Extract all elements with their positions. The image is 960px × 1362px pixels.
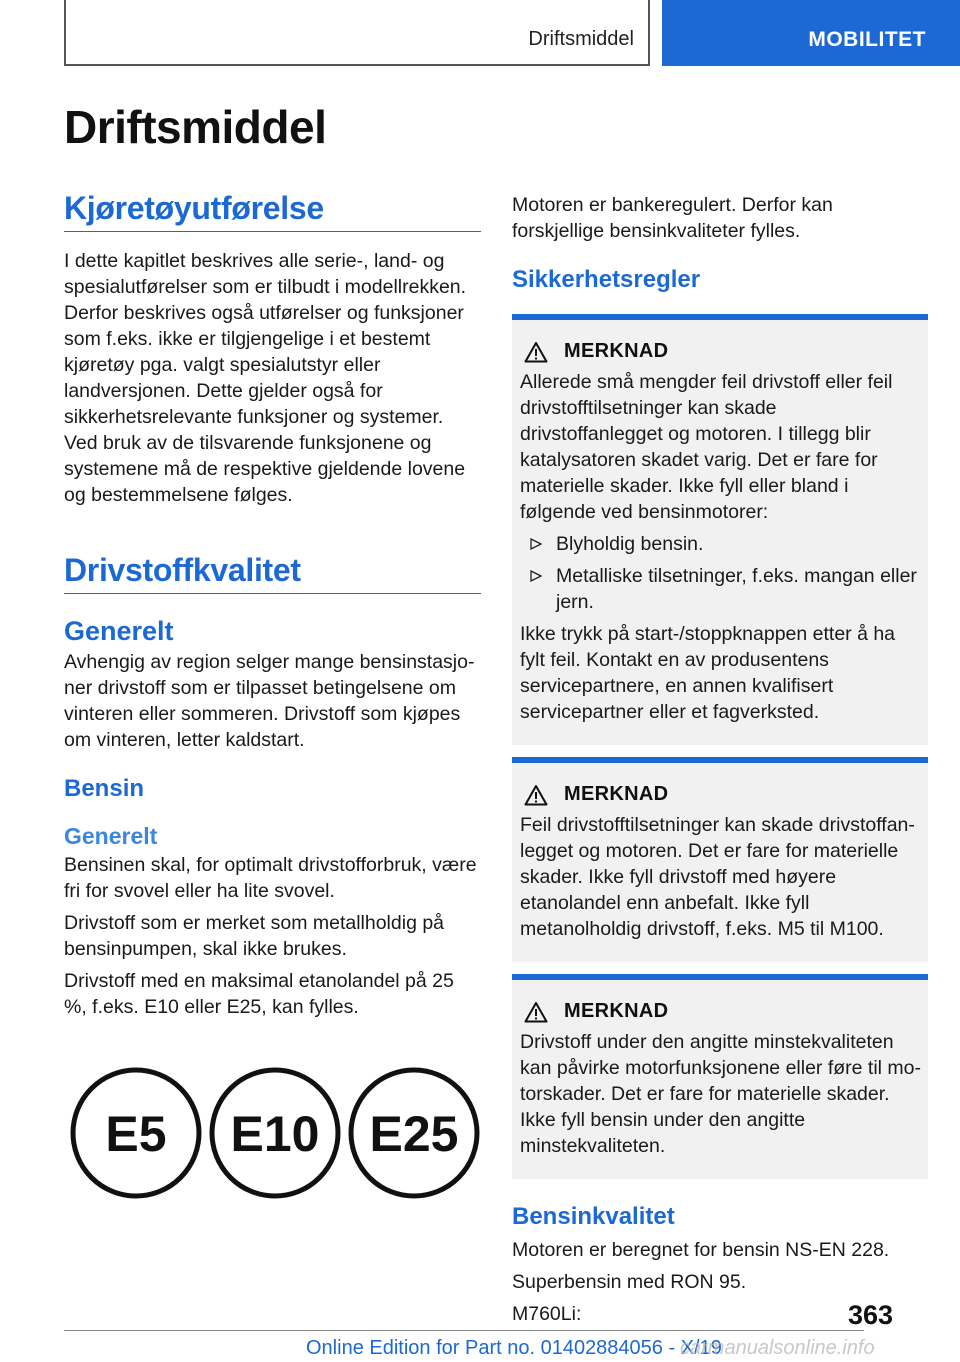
heading-vehicle-version: Kjøretøyutførelse [64,190,481,232]
ethanol-badges-figure [70,1063,480,1203]
warning-triangle-icon [524,1001,548,1023]
notice-3-title: MERKNAD [564,1000,669,1022]
warning-triangle-icon [524,341,548,363]
notice-1-text-2: Ikke trykk på start-/stoppknappen etter å ha fylt feil. Kontakt en av produsentens servicepartnere, en annen kvalifisert servicepartner eller et fagverksted. [520,623,896,723]
triangle-bullet-icon [530,570,542,582]
badge-e10-label: E10 [230,1106,320,1162]
page-title: Driftsmiddel [64,101,327,153]
triangle-bullet-icon [530,538,542,550]
paragraph-petrol-sulphur: Bensinen skal, for optimalt drivstofforbruk, være fri for svovel eller ha lite svovel. [64,854,477,902]
paragraph-petrol-metal: Drivstoff som er merket som metallholdig på bensinpumpen, skal ikke brukes. [64,912,445,960]
badge-e5-label: E5 [105,1106,167,1162]
header-chapter-label: MOBILITET [808,28,926,51]
badge-e25-label: E25 [369,1106,459,1162]
notice-box-1 [512,314,928,745]
notice-box-3 [512,974,928,1179]
notice-2-title: MERKNAD [564,783,669,805]
watermark: carmanualsonline.info [680,1337,875,1359]
footer-edition: Online Edition for Part no. 01402884056 - X/19 [306,1337,722,1359]
heading-fuel-quality: Drivstoffkvalitet [64,552,481,594]
notice-1-list [520,531,922,615]
heading-general: Generelt [64,616,174,646]
notice-3-text: Drivstoff under den angitte minstekvaliteten kan påvirke motorfunksjonene eller føre til motorskader. Det er fare for materielle skader. Ikke fyll bensin under den angitte minstekvaliteten. [520,1031,922,1157]
header-section-label: Driftsmiddel [528,28,634,50]
warning-triangle-icon [524,784,548,806]
heading-safety-rules: Sikkerhetsregler [512,266,701,293]
paragraph-quality-ron: Superbensin med RON 95. [512,1271,747,1293]
header-chapter-tab [662,0,960,66]
list-item: Blyholdig bensin. [520,531,922,557]
heading-general-petrol: Generelt [64,823,158,849]
heading-petrol: Bensin [64,775,145,802]
paragraph-vehicle-version: I dette kapitlet beskrives alle serie-, land- og spesialutførelser som er tilbudt i modellrekken. Derfor beskrives også utførelser og funksjoner som f.eks. ikke er tilgjengelige i et bestemt kjøretøy pga. valgt spesialutstyr eller landversjonen. Dette gjelder også for sikkerhetsrelevante funksjoner og systemer. Ved bruk av de tilsvarende funksjonene og systemene må de respektive gjeldende lovene og bestemmelsene følges. [64,250,467,506]
page-number: 363 [848,1300,894,1330]
notice-box-2 [512,757,928,962]
heading-petrol-quality: Bensinkvalitet [512,1203,675,1230]
badge-e25 [351,1070,477,1196]
paragraph-petrol-ethanol: Drivstoff med en maksimal etanolandel på 25 %, f.eks. E10 eller E25, kan fylles. [64,970,454,1018]
notice-1-title: MERKNAD [564,340,669,362]
paragraph-knock-control: Motoren er bankeregulert. Derfor kan forskjellige bensinkvaliteter fylles. [512,194,833,242]
paragraph-quality-model: M760Li: [512,1303,582,1325]
list-item: Metalliske tilsetninger, f.eks. mangan eller jern. [520,563,922,615]
badge-e10 [212,1070,338,1196]
paragraph-general: Avhengig av region selger mange bensinstasjoner drivstoff som er tilpasset betingelsene om vinteren eller sommeren. Drivstoff som kjøpes om vinteren, letter kaldstart. [64,651,475,751]
left-column [64,190,481,1020]
notice-1-text: Allerede små mengder feil drivstoff eller feil drivstofftilsetninger kan skade drivstoffanlegget og motoren. I tillegg blir katalysatoren skadet varig. Det er fare for materielle skader. Ikke fyll eller bland i følgende ved bensinmotorer: [520,371,893,523]
header-section-tab [64,0,650,66]
right-column [512,192,928,1327]
paragraph-quality-standard: Motoren er beregnet for bensin NS-EN 228. [512,1239,890,1261]
badge-e5 [73,1070,199,1196]
notice-2-text: Feil drivstofftilsetninger kan skade drivstoffanlegget og motoren. Det er fare for materielle skader. Ikke fyll drivstoff med høyere etanolandel enn anbefalt. Ikke fyll metanolholdig drivstoff, f.eks. M5 til M100. [520,814,915,940]
footer-divider [64,1330,864,1331]
